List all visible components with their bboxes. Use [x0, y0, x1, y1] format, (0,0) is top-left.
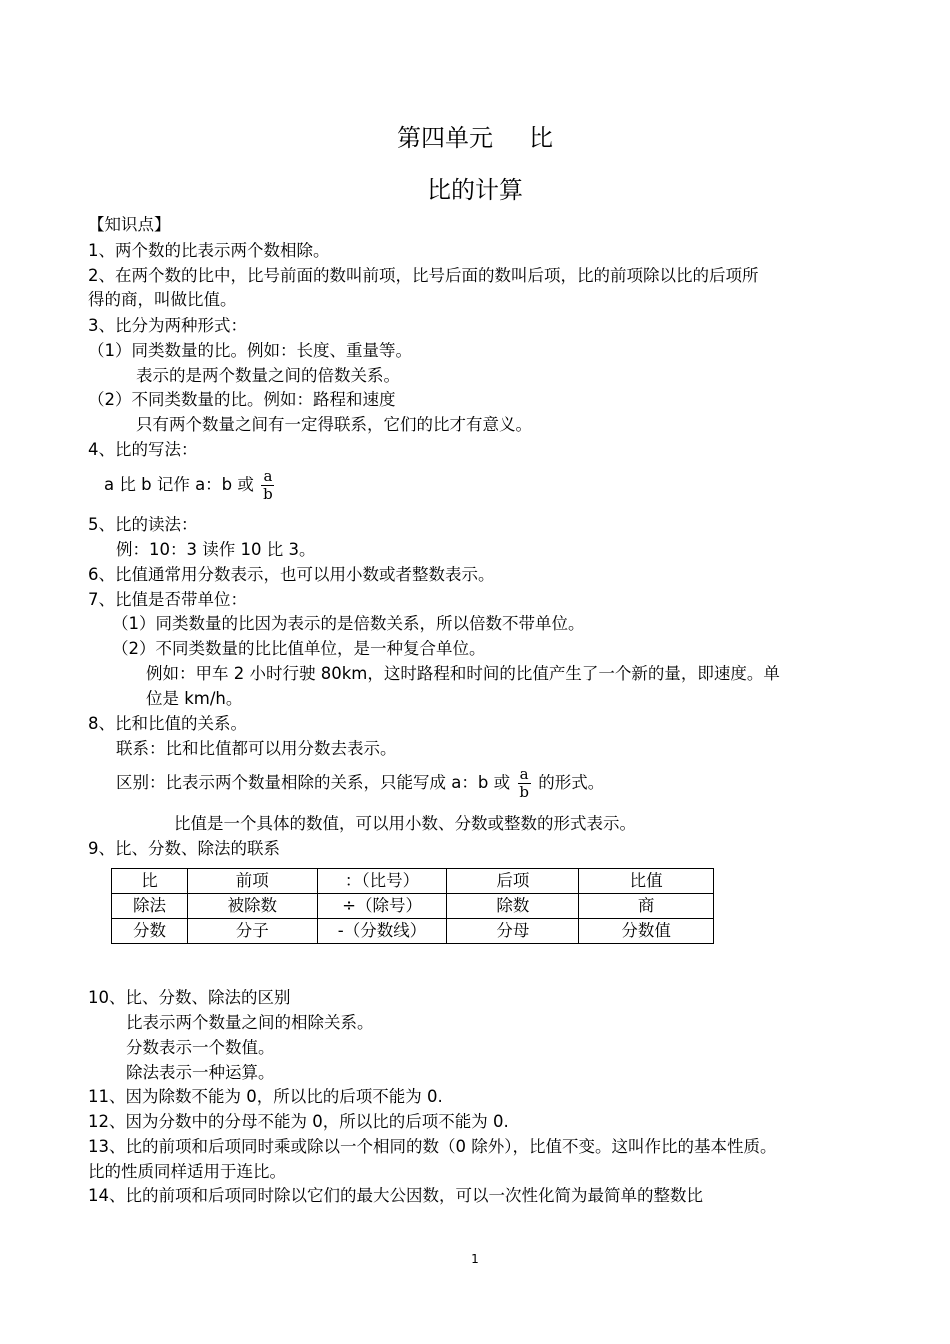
point-4-example [104, 468, 277, 503]
table-cell: 被除数 [187, 894, 317, 919]
point-2-line-1: 2、在两个数的比中，比号前面的数叫前项，比号后面的数叫后项，比的前项除以比的后项所 [88, 266, 759, 285]
point-2-line-2: 得的商，叫做比值。 [88, 290, 237, 309]
unit-topic: 比 [529, 124, 553, 152]
point-4-example-text: a 比 b 记作 a：b 或 [104, 475, 254, 494]
table-cell: 商 [579, 894, 714, 919]
point-10-ratio: 比表示两个数量之间的相除关系。 [126, 1013, 374, 1032]
point-3-sub-1-note: 表示的是两个数量之间的倍数关系。 [136, 366, 400, 385]
point-3-sub-2-note: 只有两个数量之间有一定得联系，它们的比才有意义。 [136, 415, 532, 434]
point-8-difference-text: 区别：比表示两个数量相除的关系，只能写成 a：b 或 [116, 773, 511, 792]
point-7: 7、比值是否带单位： [88, 590, 247, 609]
table-cell: 前项 [187, 869, 317, 894]
table-body [112, 869, 714, 944]
point-8-difference-suffix: 的形式。 [538, 773, 605, 792]
fraction-denominator: b [519, 783, 529, 801]
point-7-example-line-2: 位是 km/h。 [146, 689, 243, 708]
table-cell: 分数 [112, 919, 188, 944]
table-cell: -（分数线） [317, 919, 447, 944]
table-cell: 分母 [447, 919, 579, 944]
table-cell: 除法 [112, 894, 188, 919]
fraction-a-over-b-2 [517, 766, 531, 801]
point-8-ratio-value: 比值是一个具体的数值，可以用小数、分数或整数的形式表示。 [174, 814, 636, 833]
point-7-sub-1: （1）同类数量的比因为表示的是倍数关系，所以倍数不带单位。 [112, 614, 585, 633]
point-6: 6、比值通常用分数表示，也可以用小数或者整数表示。 [88, 565, 495, 584]
table-row [112, 919, 714, 944]
table-row [112, 869, 714, 894]
point-3-sub-1: （1）同类数量的比。例如：长度、重量等。 [88, 341, 412, 360]
point-8: 8、比和比值的关系。 [88, 714, 247, 733]
table-cell: ：（比号） [317, 869, 447, 894]
point-12: 12、因为分数中的分母不能为 0，所以比的后项不能为 0. [88, 1112, 509, 1131]
fraction-numerator: a [519, 765, 529, 783]
point-7-sub-2: （2）不同类数量的比比值单位，是一种复合单位。 [112, 639, 486, 658]
lesson-title: 比的计算 [427, 176, 523, 204]
point-10-division: 除法表示一种运算。 [126, 1063, 275, 1082]
point-5-example: 例：10：3 读作 10 比 3。 [116, 540, 316, 559]
table-cell: 后项 [447, 869, 579, 894]
point-9: 9、比、分数、除法的联系 [88, 839, 280, 858]
table-cell: 除数 [447, 894, 579, 919]
table-cell: 分数值 [579, 919, 714, 944]
point-14: 14、比的前项和后项同时除以它们的最大公因数，可以一次性化简为最简单的整数比 [88, 1186, 703, 1205]
point-5: 5、比的读法： [88, 515, 198, 534]
unit-label: 第四单元 [397, 124, 493, 152]
point-11: 11、因为除数不能为 0，所以比的后项不能为 0. [88, 1087, 443, 1106]
point-8-difference [116, 766, 604, 801]
point-1: 1、两个数的比表示两个数相除。 [88, 241, 330, 260]
table-cell: 比 [112, 869, 188, 894]
point-7-example-line-1: 例如：甲车 2 小时行驶 80km，这时路程和时间的比值产生了一个新的量，即速度。单 [146, 664, 780, 683]
point-4: 4、比的写法： [88, 440, 198, 459]
fraction-a-over-b [261, 468, 275, 503]
table-cell: 比值 [579, 869, 714, 894]
point-10: 10、比、分数、除法的区别 [88, 988, 291, 1007]
fraction-denominator: b [263, 485, 273, 503]
table-cell: ÷（除号） [317, 894, 447, 919]
point-13-line-2: 比的性质同样适用于连比。 [88, 1162, 286, 1181]
ratio-fraction-division-table [111, 868, 714, 944]
point-3-sub-2: （2）不同类数量的比。例如：路程和速度 [88, 390, 396, 409]
point-3: 3、比分为两种形式： [88, 316, 247, 335]
page-number: 1 [471, 1252, 479, 1266]
fraction-numerator: a [263, 467, 273, 485]
table-row [112, 894, 714, 919]
knowledge-header: 【知识点】 [88, 215, 171, 234]
point-8-relation: 联系：比和比值都可以用分数去表示。 [116, 739, 397, 758]
table-cell: 分子 [187, 919, 317, 944]
unit-title [0, 118, 950, 153]
point-13-line-1: 13、比的前项和后项同时乘或除以一个相同的数（0 除外），比值不变。这叫作比的基本性质。 [88, 1137, 777, 1156]
point-10-fraction: 分数表示一个数值。 [126, 1038, 275, 1057]
